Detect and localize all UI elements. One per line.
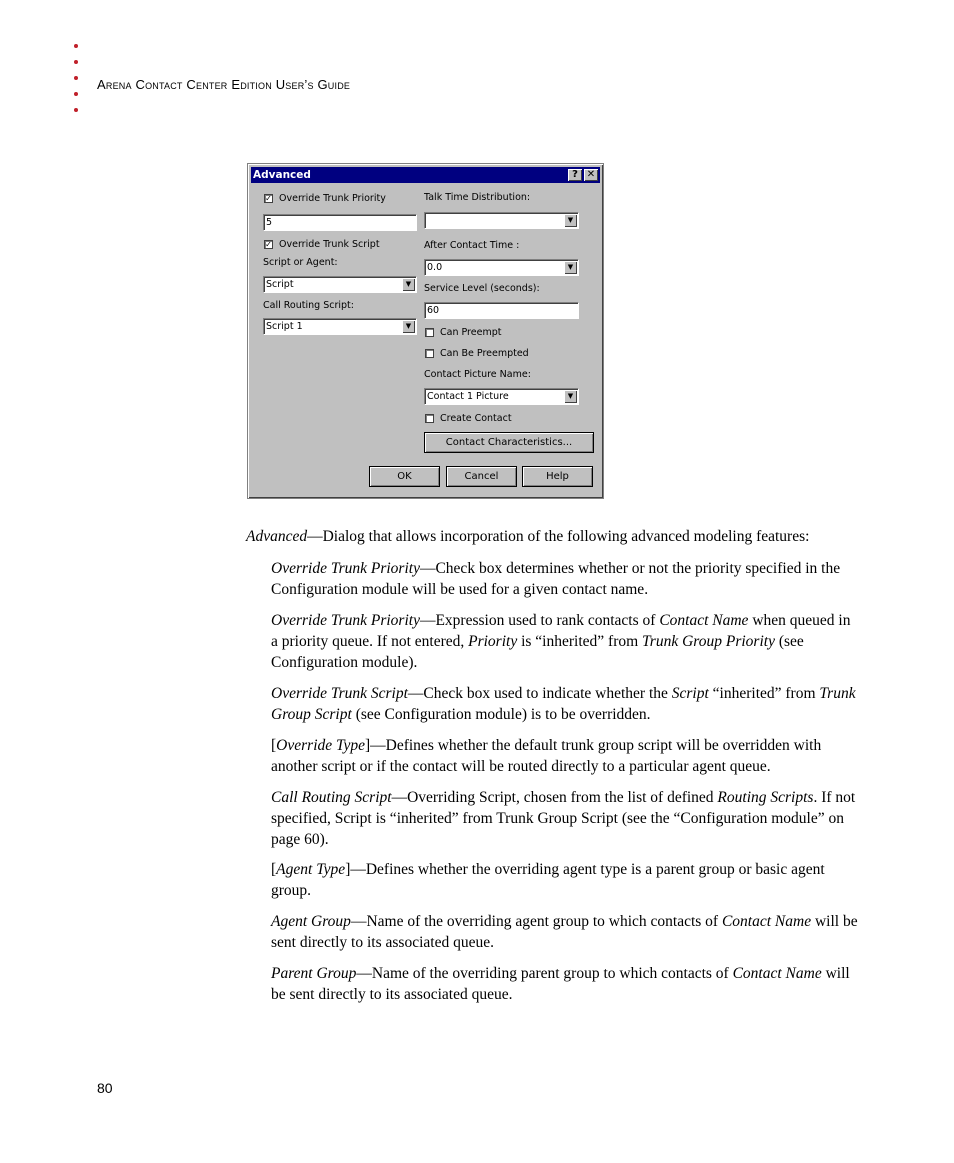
call-routing-select[interactable] xyxy=(263,318,417,335)
text-run: “inherited” from xyxy=(708,685,820,702)
italic-term: Override Trunk Priority xyxy=(271,560,420,577)
override-priority-label: Override Trunk Priority xyxy=(279,193,386,204)
text-run: [ xyxy=(271,737,277,754)
text-run: will be sent directly to its associated queue. xyxy=(271,913,858,951)
dialog-titlebar xyxy=(251,167,600,183)
text-run: —Overriding Script, chosen from the list of defined xyxy=(391,789,718,806)
bullet-dot xyxy=(74,44,78,48)
margin-bullets xyxy=(74,44,84,124)
cancel-button[interactable]: Cancel xyxy=(446,466,517,487)
dialog-title: Advanced xyxy=(253,169,311,181)
help-button[interactable]: Help xyxy=(522,466,593,487)
text-run: —Check box used to indicate whether the xyxy=(407,685,672,702)
create-contact-label: Create Contact xyxy=(440,413,512,424)
can-preempt-label: Can Preempt xyxy=(440,327,502,338)
italic-term: Trunk Group Priority xyxy=(642,633,775,650)
create-contact-checkbox[interactable] xyxy=(425,414,434,423)
description-paragraph xyxy=(271,963,861,1005)
help-icon[interactable]: ? xyxy=(568,169,582,181)
intro-paragraph xyxy=(246,526,886,547)
intro-term: Advanced xyxy=(246,528,308,545)
italic-term: Contact Name xyxy=(721,913,812,930)
can-be-preempted-checkbox[interactable] xyxy=(425,349,434,358)
after-contact-label: After Contact Time : xyxy=(424,240,520,251)
bullet-dot xyxy=(74,76,78,80)
description-paragraph xyxy=(271,558,861,600)
text-run: will be sent directly to its associated queue. xyxy=(271,965,850,1003)
description-paragraph xyxy=(271,683,861,725)
text-run: ]—Defines whether the overriding agent type is a parent group or basic agent group. xyxy=(271,861,825,899)
contact-characteristics-button[interactable]: Contact Characteristics... xyxy=(424,432,594,453)
text-run: —Name of the overriding parent group to which contacts of xyxy=(356,965,733,982)
call-routing-label: Call Routing Script: xyxy=(263,300,354,311)
override-script-label: Override Trunk Script xyxy=(279,239,380,250)
italic-term: Priority xyxy=(468,633,518,650)
italic-term: Trunk Group Script xyxy=(271,685,856,723)
check-mark-icon: ✓ xyxy=(265,240,272,249)
can-be-preempted-label: Can Be Preempted xyxy=(440,348,529,359)
call-routing-value: Script 1 xyxy=(266,321,303,332)
contact-picture-value: Contact 1 Picture xyxy=(427,391,509,402)
contact-picture-label: Contact Picture Name: xyxy=(424,369,531,380)
bullet-dot xyxy=(74,60,78,64)
description-paragraph xyxy=(271,911,861,953)
italic-term: Contact Name xyxy=(732,965,822,982)
italic-term: Script xyxy=(671,685,709,702)
after-contact-value: 0.0 xyxy=(427,262,443,273)
chevron-down-icon[interactable]: ▼ xyxy=(402,320,415,333)
chevron-down-icon[interactable]: ▼ xyxy=(564,214,577,227)
override-priority-checkbox[interactable] xyxy=(264,194,273,203)
text-run: (see Configuration module) is to be overridden. xyxy=(351,706,651,723)
italic-term: Agent Type xyxy=(276,861,346,878)
italic-term: Routing Scripts xyxy=(717,789,814,806)
description-paragraph xyxy=(271,735,861,777)
text-run: (see Configuration module). xyxy=(271,633,804,671)
override-script-checkbox[interactable] xyxy=(264,240,273,249)
contact-picture-select[interactable] xyxy=(424,388,579,405)
description-paragraph xyxy=(271,787,861,850)
script-or-agent-value: Script xyxy=(266,279,294,290)
text-run: is “inherited” from xyxy=(517,633,643,650)
chevron-down-icon[interactable]: ▼ xyxy=(402,278,415,291)
italic-term: Override Trunk Priority xyxy=(271,612,420,629)
chevron-down-icon[interactable]: ▼ xyxy=(564,390,577,403)
text-run: [ xyxy=(271,861,277,878)
service-level-input[interactable]: 60 xyxy=(424,302,579,319)
advanced-dialog xyxy=(247,163,604,499)
text-run: . If not specified, Script is “inherited” from Trunk Group Script (see the “Configuration module” on page 60). xyxy=(271,789,856,848)
description-paragraph xyxy=(271,859,861,901)
talk-time-select[interactable] xyxy=(424,212,579,229)
close-icon[interactable]: ✕ xyxy=(584,169,598,181)
text-run: —Expression used to rank contacts of xyxy=(419,612,660,629)
script-or-agent-label: Script or Agent: xyxy=(263,257,338,268)
priority-input[interactable]: 5 xyxy=(263,214,417,231)
text-run: —Name of the overriding agent group to which contacts of xyxy=(350,913,722,930)
bullet-dot xyxy=(74,92,78,96)
italic-term: Contact Name xyxy=(659,612,749,629)
chevron-down-icon[interactable]: ▼ xyxy=(564,261,577,274)
text-run: when queued in a priority queue. If not entered, xyxy=(271,612,851,650)
italic-term: Parent Group xyxy=(271,965,357,982)
service-level-label: Service Level (seconds): xyxy=(424,283,540,294)
italic-term: Agent Group xyxy=(271,913,351,930)
bullet-dot xyxy=(74,108,78,112)
script-or-agent-select[interactable] xyxy=(263,276,417,293)
running-header: Arena Contact Center Edition User’s Guide xyxy=(97,77,351,92)
check-mark-icon: ✓ xyxy=(265,194,272,203)
intro-text: —Dialog that allows incorporation of the following advanced modeling features: xyxy=(307,528,810,545)
italic-term: Override Trunk Script xyxy=(271,685,408,702)
can-preempt-checkbox[interactable] xyxy=(425,328,434,337)
italic-term: Override Type xyxy=(276,737,365,754)
description-paragraph xyxy=(271,610,861,673)
page-number: 80 xyxy=(97,1080,113,1096)
after-contact-select[interactable] xyxy=(424,259,579,276)
italic-term: Call Routing Script xyxy=(271,789,392,806)
talk-time-label: Talk Time Distribution: xyxy=(424,192,531,203)
text-run: —Check box determines whether or not the priority specified in the Configuration module will be used for a given contact name. xyxy=(271,560,841,598)
ok-button[interactable]: OK xyxy=(369,466,440,487)
text-run: ]—Defines whether the default trunk group script will be overridden with another script or if the contact will be routed directly to a particular agent queue. xyxy=(271,737,822,775)
